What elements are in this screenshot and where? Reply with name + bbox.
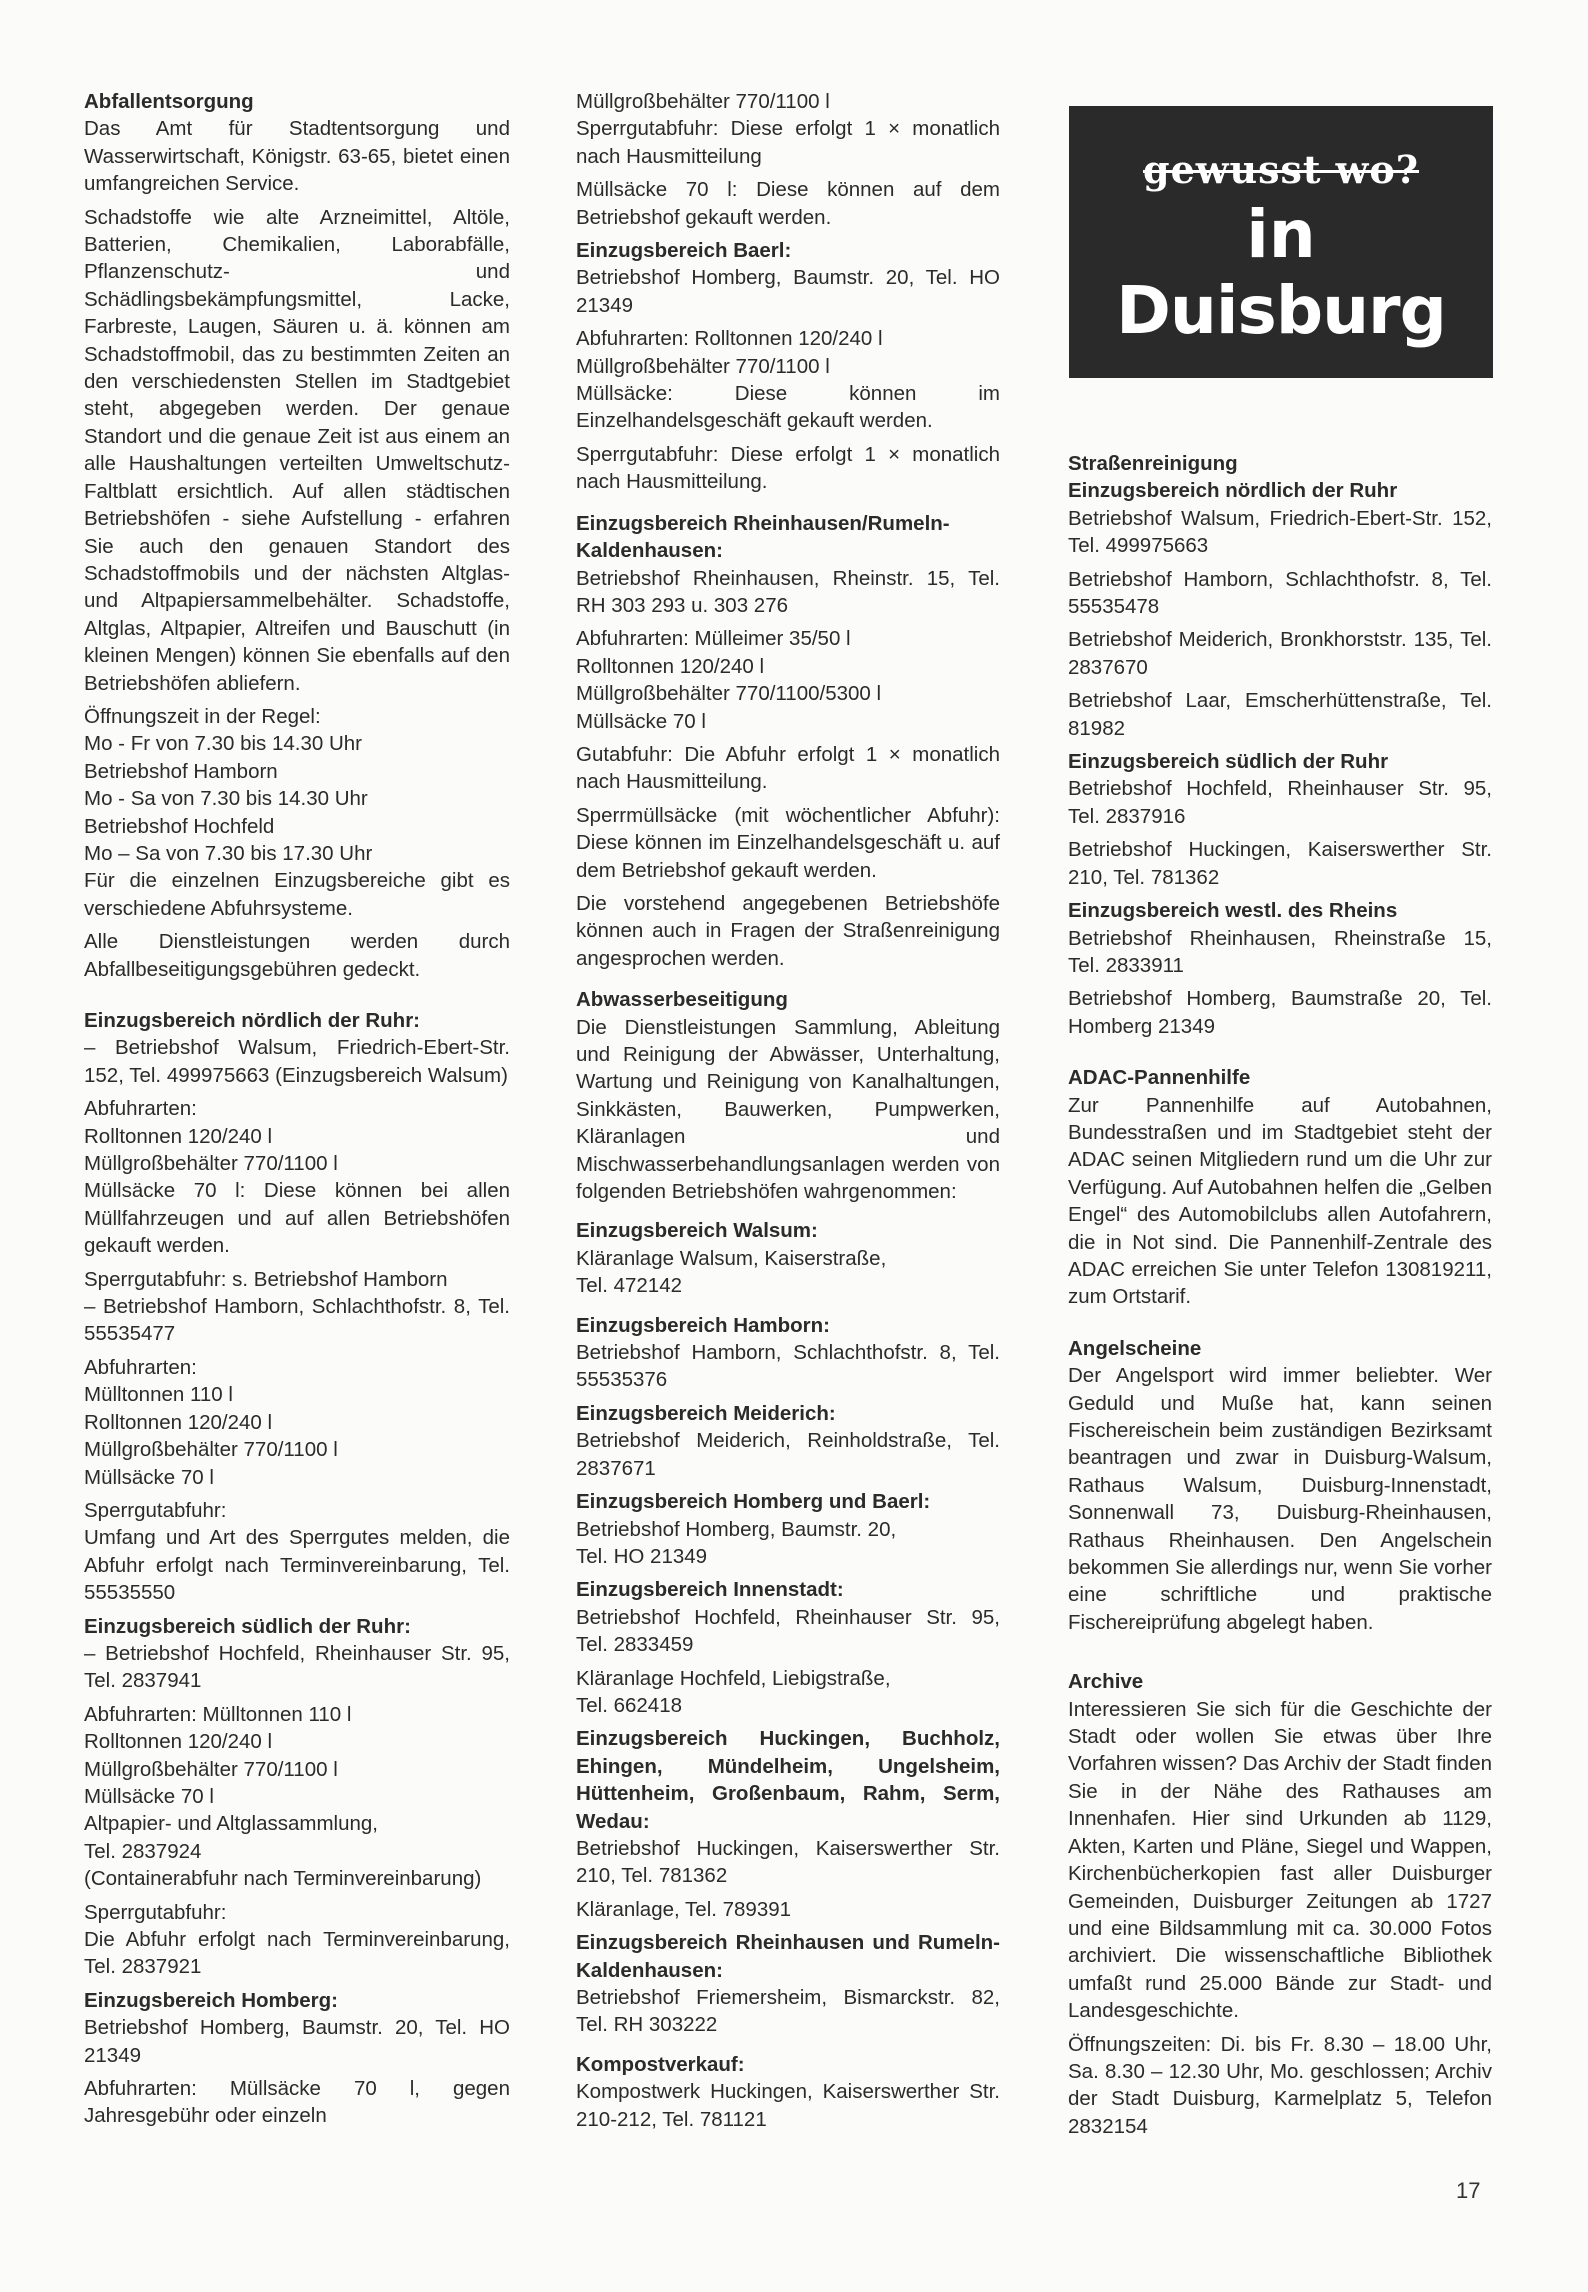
section-heading-abwasser: Abwasserbeseitigung: [576, 988, 788, 1012]
text-line: Öffnungszeit in der Regel:: [84, 704, 321, 728]
paragraph: Das Amt für Stadtentsorgung und Wasserwirtschaft, Königstr. 63-65, bietet einen umfangreichen Service.: [84, 117, 510, 196]
text-line: Mo - Sa von 7.30 bis 14.30 Uhr: [84, 787, 368, 811]
paragraph: Tel. HO 21349: [576, 1544, 708, 1568]
text-line: Betriebshof Hochfeld: [84, 814, 275, 838]
logo-line-1: gewusst wo?: [1143, 146, 1419, 192]
text-line: Sperrgutabfuhr: s. Betriebshof Hamborn: [84, 1267, 448, 1291]
paragraph: Die Dienstleistungen Sammlung, Ableitung und Reinigung der Abwässer, Unterhaltung, Wartung und Reinigung von Kanalhaltungen, Sinkkästen, Bauwerken, Pumpwerken, Kläranlagen und Mischwasserbehandlungsanlagen werden von folgenden Betriebshöfen wahrgenommen:: [576, 1015, 1000, 1204]
section-heading-homberg: Einzugsbereich Homberg:: [84, 1988, 339, 2012]
section-heading-meiderich: Einzugsbereich Meiderich:: [576, 1401, 836, 1425]
text-line: Abfuhrarten: Mülltonnen 110 l: [84, 1702, 352, 1726]
text-line: Betriebshof Homberg, Baumstr. 20,: [576, 1517, 897, 1541]
paragraph: Die Abfuhr erfolgt nach Terminvereinbarung, Tel. 2837921: [84, 1928, 510, 1979]
paragraph: Betriebshof Rheinhausen, Rheinstr. 15, Tel. RH 303 293 u. 303 276: [576, 566, 1000, 617]
logo-line-3: Duisburg: [1116, 271, 1446, 349]
text-line: Müllgroßbehälter 770/1100/5300 l: [576, 682, 882, 706]
paragraph: Interessieren Sie sich für die Geschichte der Stadt oder wollen Sie etwas über Ihre Vorfahren wissen? Das Archiv der Stadt finden Sie in der Nähe des Rathauses am Innenhafen. Hier sind Urkunden ab 1129, Akten, Karten und Pläne, Siegel und Wappen, Kirchenbücherkopien fast aller Duisburger Gemeinden, Duisburger Zeitungen ab 1727 und eine Bildsammlung mit ca. 30.000 Fotos archiviert. Die wissenschaftliche Bibliothek umfaßt rund 25.000 Bände zur Stadt- und Landesgeschichte.: [1068, 1697, 1492, 2023]
text-line: Rolltonnen 120/240 l: [576, 654, 765, 678]
text-line: Müllgroßbehälter 770/1100 l: [84, 1438, 338, 1462]
paragraph: Betriebshof Laar, Emscherhüttenstraße, Tel. 81982: [1068, 689, 1492, 740]
paragraph: Betriebshof Homberg, Baumstr. 20, Tel. HO 21349: [84, 2016, 510, 2067]
text-line: Mülltonnen 110 l: [84, 1383, 233, 1407]
gewusst-wo-logo: [1069, 106, 1493, 378]
paragraph: – Betriebshof Hamborn, Schlachthofstr. 8, Tel. 55535477: [84, 1295, 510, 1346]
column-2: [576, 88, 1000, 2139]
text-line: Rolltonnen 120/240 l: [84, 1124, 273, 1148]
paragraph: Betriebshof Homberg, Baumstr. 20, Tel. HO 21349: [576, 266, 1000, 317]
section-heading-abfallentsorgung: Abfallentsorgung: [84, 90, 254, 113]
paragraph: Betriebshof Huckingen, Kaiserswerther Str. 210, Tel. 781362: [576, 1836, 1000, 1888]
text-line: Sperrgutabfuhr:: [84, 1498, 227, 1522]
paragraph: Müllsäcke 70 l: [84, 1465, 214, 1489]
text-line: Müllgroßbehälter 770/1100 l: [576, 90, 830, 113]
text-line: Rolltonnen 120/240 l: [84, 1410, 273, 1434]
text-line: Abfuhrarten: Mülleimer 35/50 l: [576, 627, 851, 651]
paragraph: Müllsäcke 70 l: Diese können auf dem Betriebshof gekauft werden.: [576, 178, 1000, 229]
paragraph: Schadstoffe wie alte Arzneimittel, Altöle, Batterien, Chemikalien, Laborabfälle, Pflanzenschutz- und Schädlingsbekämpfungsmittel, Lacke, Farbreste, Laugen, Säuren u. ä. können am Schadstoffmobil, das zu bestimmten Zeiten an den verschiedensten Stellen im Stadtgebiet steht, abgegeben werden. Der genaue Standort und die genaue Zeit ist aus einem an alle Haushaltungen verteilten Umweltschutz-Faltblatt ersichtlich. Auf allen städtischen Betriebshöfen - siehe Aufstellung - erfahren Sie auch den genauen Standort des Schadstoffmobils und der nächsten Altglas- und Altpapiersammelbehälter. Schadstoffe, Altglas, Altpapier, Altreifen und Bauschutt (in kleinen Mengen) können Sie ebenfalls auf den Betriebshöfen abliefern.: [84, 205, 510, 695]
paragraph: Betriebshof Meiderich, Reinholdstraße, Tel. 2837671: [576, 1429, 1000, 1480]
text-line: Tel. 2837924: [84, 1839, 202, 1863]
text-line: Mo – Sa von 7.30 bis 17.30 Uhr: [84, 841, 373, 865]
section-heading-nord: Einzugsbereich nördlich der Ruhr:: [84, 1009, 421, 1032]
text-line: Mo - Fr von 7.30 bis 14.30 Uhr: [84, 732, 363, 756]
section-heading-hamborn: Einzugsbereich Hamborn:: [576, 1313, 831, 1337]
paragraph: Sperrmüllsäcke (mit wöchentlicher Abfuhr): Diese können im Einzelhandelsgeschäft u. auf dem Betriebshof gekauft werden.: [576, 803, 1000, 882]
paragraph: Betriebshof Meiderich, Bronkhorststr. 135, Tel. 2837670: [1068, 628, 1492, 679]
section-heading-rheinhausen-rumeln: Einzugsbereich Rheinhausen und Rumeln-Kaldenhausen:: [576, 1931, 1000, 1982]
text-line: Müllgroßbehälter 770/1100 l: [84, 1152, 338, 1176]
text-line: Kläranlage Walsum, Kaiserstraße,: [576, 1246, 887, 1270]
column-3: [1068, 450, 1492, 2146]
section-subheading-nord: Einzugsbereich nördlich der Ruhr: [1068, 479, 1398, 503]
section-heading-strassenreinigung: Straßenreinigung: [1068, 452, 1238, 475]
text-line: Müllsäcke 70 l: [84, 1784, 214, 1808]
text-line: Abfuhrarten:: [84, 1097, 197, 1121]
text-line: Müllgroßbehälter 770/1100 l: [576, 354, 830, 378]
paragraph: Müllsäcke 70 l: [576, 709, 706, 733]
paragraph: Alle Dienstleistungen werden durch Abfallbeseitigungsgebühren gedeckt.: [84, 930, 510, 981]
paragraph: Betriebshof Homberg, Baumstraße 20, Tel. Homberg 21349: [1068, 987, 1492, 1038]
section-heading-innenstadt: Einzugsbereich Innenstadt:: [576, 1578, 844, 1602]
paragraph: Tel. 472142: [576, 1274, 683, 1298]
paragraph: Abfuhrarten: Müllsäcke 70 l, gegen Jahresgebühr oder einzeln: [84, 2077, 510, 2128]
section-heading-sued: Einzugsbereich südlich der Ruhr:: [84, 1614, 411, 1638]
logo-line-2: in: [1246, 195, 1316, 273]
paragraph: Betriebshof Rheinhausen, Rheinstraße 15, Tel. 2833911: [1068, 926, 1492, 977]
paragraph: Betriebshof Hochfeld, Rheinhauser Str. 95, Tel. 2833459: [576, 1605, 1000, 1657]
section-heading-rheinhausen: Einzugsbereich Rheinhausen/Rumeln-Kaldenhausen:: [576, 511, 950, 563]
column-1: [84, 88, 510, 2136]
paragraph: Kompostwerk Huckingen, Kaiserswerther Str. 210-212, Tel. 781121: [576, 2080, 1000, 2131]
paragraph: Öffnungszeiten: Di. bis Fr. 8.30 – 18.00 Uhr, Sa. 8.30 – 12.30 Uhr, Mo. geschlossen; Archiv der Stadt Duisburg, Karmelplatz 5, Telefon 2832154: [1068, 2032, 1492, 2138]
paragraph: Sperrgutabfuhr: Diese erfolgt 1 × monatlich nach Hausmitteilung: [576, 117, 1000, 168]
section-heading-homberg-baerl: Einzugsbereich Homberg und Baerl:: [576, 1490, 931, 1514]
paragraph: Betriebshof Huckingen, Kaiserswerther Str. 210, Tel. 781362: [1068, 838, 1492, 889]
paragraph: Betriebshof Walsum, Friedrich-Ebert-Str. 152, Tel. 499975663: [1068, 506, 1492, 558]
section-heading-walsum: Einzugsbereich Walsum:: [576, 1219, 818, 1243]
text-line: Abfuhrarten: Rolltonnen 120/240 l: [576, 327, 883, 351]
paragraph: Zur Pannenhilfe auf Autobahnen, Bundesstraßen und im Stadtgebiet steht der ADAC seinen Mitgliedern rund um die Uhr zur Verfügung. Auf Autobahnen helfen die „Gelben Engel“ des Automobilclubs allen Autofahrern, die in Not sind. Die Pannenhilf-Zentrale des ADAC erreichen Sie unter Telefon 130819211, zum Ortstarif.: [1068, 1093, 1492, 1309]
section-heading-baerl: Einzugsbereich Baerl:: [576, 239, 792, 263]
section-heading-angelscheine: Angelscheine: [1068, 1336, 1202, 1360]
paragraph: – Betriebshof Walsum, Friedrich-Ebert-Str. 152, Tel. 499975663 (Einzugsbereich Walsum): [84, 1036, 510, 1087]
paragraph: Tel. 662418: [576, 1693, 683, 1717]
paragraph: Betriebshof Hochfeld, Rheinhauser Str. 95, Tel. 2837916: [1068, 777, 1492, 828]
paragraph: Die vorstehend angegebenen Betriebshöfe können auch in Fragen der Straßenreinigung angesprochen werden.: [576, 891, 1000, 970]
paragraph: Betriebshof Hamborn, Schlachthofstr. 8, Tel. 55535478: [1068, 567, 1492, 619]
paragraph: Betriebshof Hamborn, Schlachthofstr. 8, Tel. 55535376: [576, 1341, 1000, 1392]
section-heading-archive: Archive: [1068, 1670, 1144, 1694]
paragraph: Der Angelsport wird immer beliebter. Wer Geduld und Muße hat, kann seinen Fischereischein beim zuständigen Bezirksamt beantragen und zwar in Duisburg-Walsum, Rathaus Walsum, Duisburg-Innenstadt, Sonnenwall 73, Duisburg-Rheinhausen, Rathaus Rheinhausen. Den Angelschein bekommen Sie allerdings nur, wenn Sie vorher eine schriftliche und praktische Fischereiprüfung abgelegt haben.: [1068, 1364, 1492, 1634]
paragraph: Kläranlage, Tel. 789391: [576, 1897, 792, 1921]
paragraph: (Containerabfuhr nach Terminvereinbarung): [84, 1867, 482, 1891]
section-heading-kompost: Kompostverkauf:: [576, 2052, 745, 2076]
paragraph: Müllsäcke 70 l: Diese können bei allen Müllfahrzeugen und auf allen Betriebshöfen gekauft werden.: [84, 1179, 510, 1258]
paragraph: Umfang und Art des Sperrgutes melden, die Abfuhr erfolgt nach Terminvereinbarung, Tel. 55535550: [84, 1526, 510, 1605]
text-line: Sperrgutabfuhr:: [84, 1900, 227, 1924]
text-line: Rolltonnen 120/240 l: [84, 1730, 273, 1754]
paragraph: Gutabfuhr: Die Abfuhr erfolgt 1 × monatlich nach Hausmitteilung.: [576, 742, 1000, 794]
paragraph: Für die einzelnen Einzugsbereiche gibt es verschiedene Abfuhrsysteme.: [84, 869, 510, 920]
paragraph: Müllsäcke: Diese können im Einzelhandelsgeschäft gekauft werden.: [576, 382, 1000, 433]
text-line: Betriebshof Hamborn: [84, 759, 278, 783]
paragraph: Sperrgutabfuhr: Diese erfolgt 1 × monatlich nach Hausmitteilung.: [576, 442, 1000, 494]
section-subheading-west: Einzugsbereich westl. des Rheins: [1068, 899, 1398, 923]
section-subheading-sued: Einzugsbereich südlich der Ruhr: [1068, 750, 1389, 774]
text-line: Altpapier- und Altglassammlung,: [84, 1812, 378, 1836]
section-heading-adac: ADAC-Pannenhilfe: [1068, 1066, 1251, 1090]
page-number: 17: [1456, 2178, 1481, 2203]
paragraph: Betriebshof Friemersheim, Bismarckstr. 82, Tel. RH 303222: [576, 1986, 1000, 2037]
text-line: Kläranlage Hochfeld, Liebigstraße,: [576, 1666, 891, 1690]
text-line: Müllgroßbehälter 770/1100 l: [84, 1757, 338, 1781]
text-line: Abfuhrarten:: [84, 1355, 197, 1379]
section-heading-huckingen: Einzugsbereich Huckingen, Buchholz, Ehingen, Mündelheim, Ungelsheim, Hüttenheim, Großenbaum, Rahm, Serm, Wedau:: [576, 1727, 1000, 1833]
paragraph: – Betriebshof Hochfeld, Rheinhauser Str. 95, Tel. 2837941: [84, 1641, 510, 1693]
